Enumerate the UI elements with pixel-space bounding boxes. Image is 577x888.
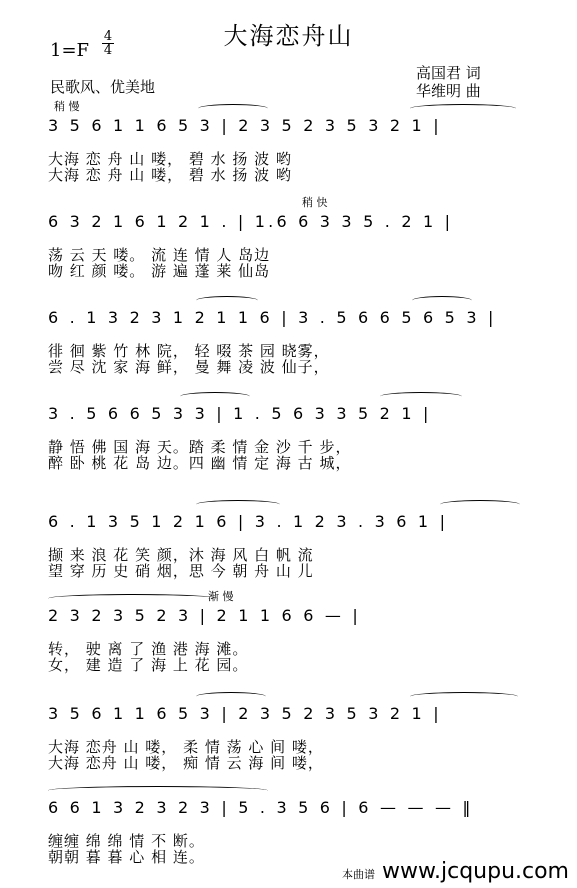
key-signature: 1=F bbox=[50, 40, 90, 61]
lyrics-verse-2: 朝朝 暮 暮 心 相 连。 bbox=[48, 848, 205, 866]
notation-line: 3 5 6 1 1 6 5 3 | 2 3 5 2 3 5 3 2 1 | bbox=[48, 704, 442, 723]
notation-line: 2 3 2 3 5 2 3 | 2 1 1 6 6 — | bbox=[48, 606, 361, 625]
score-row-4 bbox=[0, 386, 577, 472]
notation-line: 6 . 1 3 5 1 2 1 6 | 3 . 1 2 3 . 3 6 1 | bbox=[48, 512, 449, 531]
meter-bottom: 4 bbox=[103, 43, 113, 58]
lyrics-verse-1: 大海 恋舟 山 喽， 柔 情 荡 心 间 喽， bbox=[48, 738, 324, 756]
lyrics-verse-2: 大海 恋 舟 山 喽， 碧 水 扬 波 哟 bbox=[48, 166, 292, 184]
slur bbox=[196, 296, 258, 305]
notation-line: 6 3 2 1 6 1 2 1 . | 1.6 6 3 3 5 . 2 1 | bbox=[48, 212, 454, 231]
lyricist-credit: 高国君 词 bbox=[416, 64, 481, 82]
tempo-mark: 稍 快 bbox=[302, 196, 328, 209]
watermark bbox=[342, 859, 569, 884]
slur bbox=[196, 500, 280, 509]
lyrics-verse-1: 静 悟 佛 国 海 天。踏 柔 情 金 沙 千 步， bbox=[48, 438, 352, 456]
score-row-7 bbox=[0, 686, 577, 772]
lyrics-verse-1: 徘 徊 紫 竹 林 院， 轻 啜 茶 园 晓雾， bbox=[48, 342, 330, 360]
slur bbox=[180, 392, 250, 401]
time-signature bbox=[102, 30, 114, 57]
slur bbox=[410, 692, 518, 701]
score-row-1 bbox=[0, 98, 577, 184]
tempo-mark: 渐 慢 bbox=[208, 590, 234, 603]
score-row-5 bbox=[0, 494, 577, 580]
lyrics-verse-2: 大海 恋舟 山 喽， 痴 情 云 海 间 喽， bbox=[48, 754, 324, 772]
lyrics-verse-2: 望 穿 历 史 硝 烟，思 今 朝 舟 山 儿 bbox=[48, 562, 314, 580]
score-row-3 bbox=[0, 290, 577, 376]
score-row-2 bbox=[0, 194, 577, 280]
lyrics-verse-1: 荡 云 天 喽。 流 连 情 人 岛边 bbox=[48, 246, 271, 264]
tempo-mark: 稍 慢 bbox=[54, 100, 80, 113]
slur bbox=[198, 104, 268, 113]
slur bbox=[48, 786, 268, 795]
notation-line: 3 5 6 1 1 6 5 3 | 2 3 5 2 3 5 3 2 1 | bbox=[48, 116, 442, 135]
song-title: 大海恋舟山 bbox=[223, 22, 354, 50]
notation-line: 6 . 1 3 2 3 1 2 1 1 6 | 3 . 5 6 6 5 6 5 3 | bbox=[48, 308, 497, 327]
lyrics-verse-1: 撷 来 浪 花 笑 颜，沐 海 风 白 帆 流 bbox=[48, 546, 314, 564]
score-row-6 bbox=[0, 588, 577, 674]
notation-line: 3 . 5 6 6 5 3 3 | 1 . 5 6 3 3 5 2 1 | bbox=[48, 404, 432, 423]
lyrics-verse-2: 女， 建 造 了 海 上 花 园。 bbox=[48, 656, 249, 674]
watermark-prefix: 本曲谱 bbox=[342, 868, 376, 881]
slur bbox=[410, 104, 516, 113]
slur bbox=[412, 296, 472, 305]
lyrics-verse-1: 大海 恋 舟 山 喽， 碧 水 扬 波 哟 bbox=[48, 150, 292, 168]
watermark-site: www.jcqupu.com bbox=[382, 859, 569, 884]
slur bbox=[48, 594, 218, 603]
performance-style: 民歌风、优美地 bbox=[50, 78, 156, 96]
score-row-8 bbox=[0, 780, 577, 866]
lyrics-verse-2: 吻 红 颜 喽。 游 遍 蓬 莱 仙岛 bbox=[48, 262, 271, 280]
meter-top: 4 bbox=[103, 29, 113, 44]
lyrics-verse-1: 缠缠 绵 绵 情 不 断。 bbox=[48, 832, 205, 850]
lyrics-verse-2: 尝 尽 沈 家 海 鲜， 曼 舞 凌 波 仙子， bbox=[48, 358, 330, 376]
slur bbox=[196, 692, 266, 701]
notation-line: 6 6 1 3 2 3 2 3 | 5 . 3 5 6 | 6 — — — ‖ bbox=[48, 798, 474, 817]
lyrics-verse-1: 转， 驶 离 了 渔 港 海 滩。 bbox=[48, 640, 249, 658]
lyrics-verse-2: 醉 卧 桃 花 岛 边。四 幽 情 定 海 古 城， bbox=[48, 454, 352, 472]
slur bbox=[440, 500, 520, 509]
slur bbox=[380, 392, 462, 401]
composer-credit: 华维明 曲 bbox=[416, 82, 481, 100]
